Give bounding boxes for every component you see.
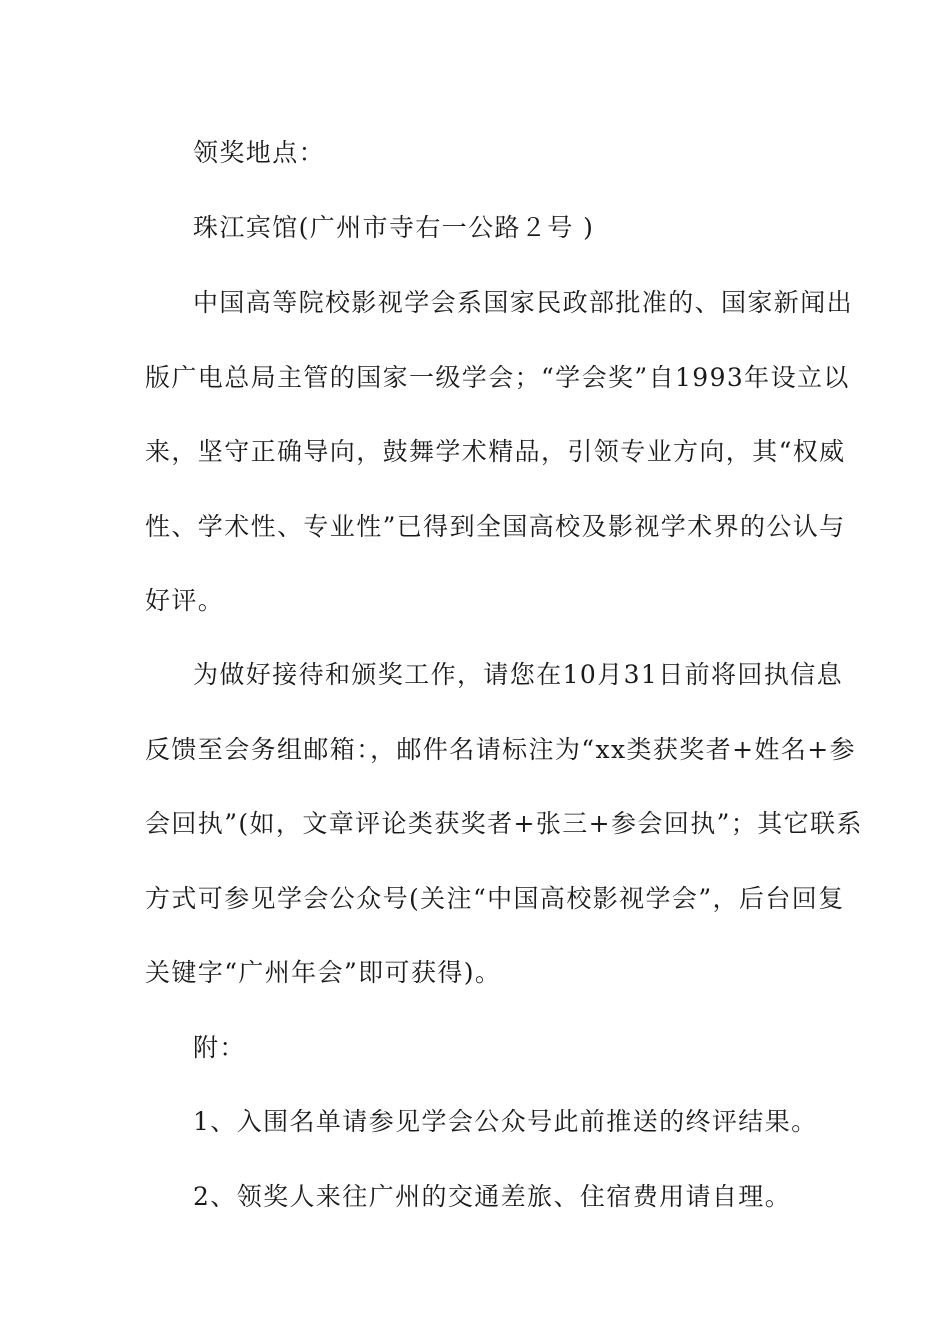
paragraph-line: 为做好接待和颁奖工作，请您在10月31日前将回执信息 <box>193 660 844 689</box>
award-location-label: 领奖地点： <box>193 138 326 167</box>
paragraph-line: 版广电总局主管的国家一级学会；“学会奖”自1993年设立以 <box>145 363 850 392</box>
paragraph-line: 反馈至会务组邮箱：，邮件名请标注为“xx类获奖者+姓名+参 <box>145 735 856 764</box>
appendix-label: 附： <box>193 1033 246 1062</box>
paragraph-line: 好评。 <box>145 586 225 615</box>
paragraph-line: 关键字“广州年会”即可获得)。 <box>145 958 502 987</box>
paragraph-line: 性、学术性、专业性”已得到全国高校及影视学术界的公认与 <box>145 512 846 541</box>
appendix-item: 2、领奖人来往广州的交通差旅、住宿费用请自理。 <box>193 1182 792 1211</box>
paragraph-line: 中国高等院校影视学会系国家民政部批准的、国家新闻出 <box>193 288 854 317</box>
paragraph-line: 会回执”(如，文章评论类获奖者+张三+参会回执”；其它联系 <box>145 809 863 838</box>
award-location-address: 珠江宾馆(广州市寺右一公路２号 ) <box>193 213 595 242</box>
paragraph-line: 方式可参见学会公众号(关注“中国高校影视学会”，后台回复 <box>145 884 845 913</box>
paragraph-line: 来，坚守正确导向，鼓舞学术精品，引领专业方向，其“权威 <box>145 437 846 466</box>
appendix-item: 1、入围名单请参见学会公众号此前推送的终评结果。 <box>193 1107 818 1136</box>
